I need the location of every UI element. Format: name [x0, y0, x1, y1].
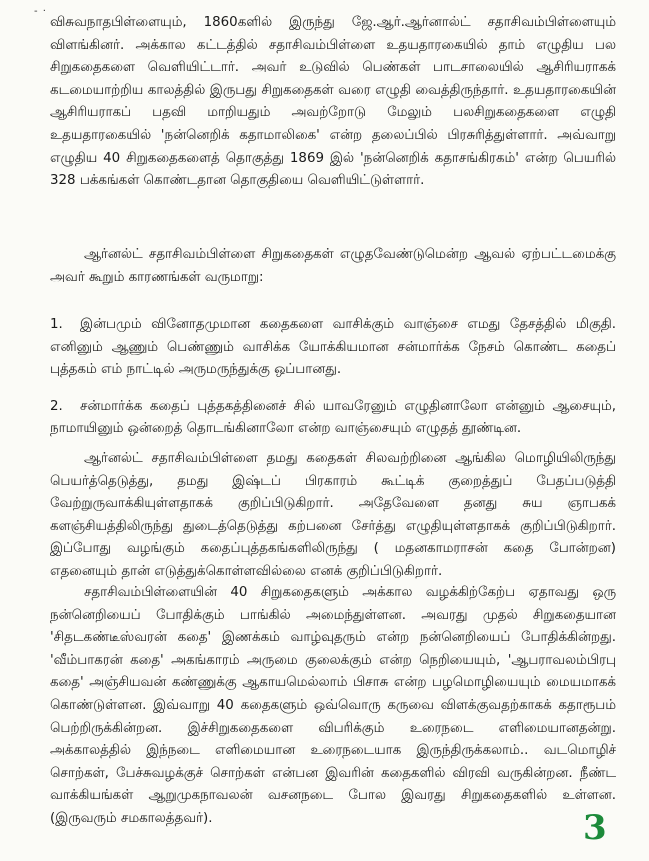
list-item — [50, 396, 616, 441]
list-item-number: 1. — [50, 317, 63, 332]
paragraph-2: ஆர்னல்ட் சதாசிவம்பிள்ளை சிறுகதைகள் எழுதவேண்டுமென்ற ஆவல் ஏற்பட்டமைக்கு அவர் கூறும் காரணங்கள் வருமாறு: — [50, 247, 616, 285]
corner-mark: - · — [34, 6, 47, 17]
paragraph-3: ஆர்னல்ட் சதாசிவம்பிள்ளை தமது கதைகள் சிலவற்றினை ஆங்கில மொழியிலிருந்து பெயர்த்தெடுத்து, தமது இஷ்டப் பிரகாரம் கூட்டிக் குறைத்துப் பேதப்படுத்தி வேற்றுருவாக்கியுள்ளதாகக் குறிப்பிடுகிறார். அதேவேளை தனது சுய ஞாபகக் களஞ்சியத்திலிருந்து துடைத்தெடுத்து கற்பனை சேர்த்து எழுதியுள்ளதாகக் குறிப்பிடுகிறார். இப்போது வழங்கும் கதைப்புத்தகங்களிலிருந்து ( மதனகாமராசன் கதை போன்றன) எதனையும் தான் எடுத்துக்கொள்ளவில்லை எனக் குறிப்பிடுகிறார். — [50, 451, 616, 579]
list-item-text: இன்பமும் வினோதமுமான கதைகளை வாசிக்கும் வாஞ்சை எமது தேசத்தில் மிகுதி. எனினும் ஆணும் பெண்ணும் வாசிக்க யோக்கியமான சன்மார்க்க நேசம் கொண்ட கதைப் புத்தகம் எம் நாட்டில் அருமருந்துக்கு ஒப்பானது. — [50, 317, 616, 378]
reasons-list — [50, 314, 616, 441]
paragraph-1: விசுவநாதபிள்ளையும், 1860களில் இருந்து ஜே.ஆர்.ஆர்னால்ட் சதாசிவம்பிள்ளையும் விளங்கினர். அக்கால கட்டத்தில் சதாசிவம்பிள்ளை உதயதாரகையில் தாம் எழுதிய பல சிறுகதைகளை வெளியிட்டார். அவர் உடுவில் பெண்கள் பாடசாலையில் ஆசிரியராகக் கடமையாற்றிய காலத்தில் இருபது சிறுகதைகள் வரை எழுதி வைத்திருந்தார். உதயதாரகையின் ஆசிரியராகப் பதவி மாறியதும் அவற்றோடு மேலும் பலசிறுகதைகளை எழுதி உதயதாரகையில் 'நன்னெறிக் கதாமாலிகை' என்ற தலைப்பில் பிரசுரித்துள்ளார். அவ்வாறு எழுதிய 40 சிறுகதைகளைத் தொகுத்து 1869 இல் 'நன்னெறிக் கதாசங்கிரகம்' என்ற பெயரில் 328 பக்கங்கள் கொண்டதான தொகுதியை வெளியிட்டுள்ளார். — [50, 15, 616, 189]
list-item-number: 2. — [50, 398, 63, 414]
list-item-text: சன்மார்க்க கதைப் புத்தகத்தினைச் சில் யாவரேனும் எழுதினாலோ என்னும் ஆசையும், நாமாயினும் ஒன்றைத் தொடங்கினாலோ என்ற வாஞ்சையும் எழுதத் தூண்டின. — [50, 398, 616, 437]
page-number: 3 — [583, 808, 607, 848]
paragraph-4: சதாசிவம்பிள்ளையின் 40 சிறுகதைகளும் அக்கால வழக்கிற்கேற்ப ஏதாவது ஒரு நன்னெறியைப் போதிக்கும் பாங்கில் அமைந்துள்ளன. அவரது முதல் சிறுகதையான 'சிதடகண்டீஸ்வரன் கதை' இணக்கம் வாழ்வுதரும் என்ற நன்னெறியைப் போதிக்கின்றது. 'வீம்பாகரன் கதை' அகங்காரம் அருமை குலைக்கும் என்ற நெறியையும், 'ஆபராவலம்பிரபு கதை' அஞ்சியவன் கண்ணுக்கு ஆகாயமெல்லாம் பிசாசு என்ற பழமொழியையும் மையமாகக் கொண்டுள்ளன. இவ்வாறு 40 கதைகளும் ஒவ்வொரு கருவை விளக்குவதற்காகக் கதாரூபம் பெற்றிருக்கின்றன. இச்சிறுகதைகளை விபரிக்கும் உரைநடை எளிமையானதன்று. அக்காலத்தில் இந்நடை எளிமையான உரைநடையாக இருந்திருக்கலாம்.. வடமொழிச் சொற்கள், பேச்சுவழக்குச் சொற்கள் என்பன இவரின் கதைகளில் விரவி வருகின்றன. நீண்ட வாக்கியங்கள் ஆறுமுகநாவலன் வசனநடை போல இவரது சிறுகதைகளில் உள்ளன. (இருவரும் சமகாலத்தவர்). — [50, 585, 616, 826]
list-item — [50, 314, 616, 382]
